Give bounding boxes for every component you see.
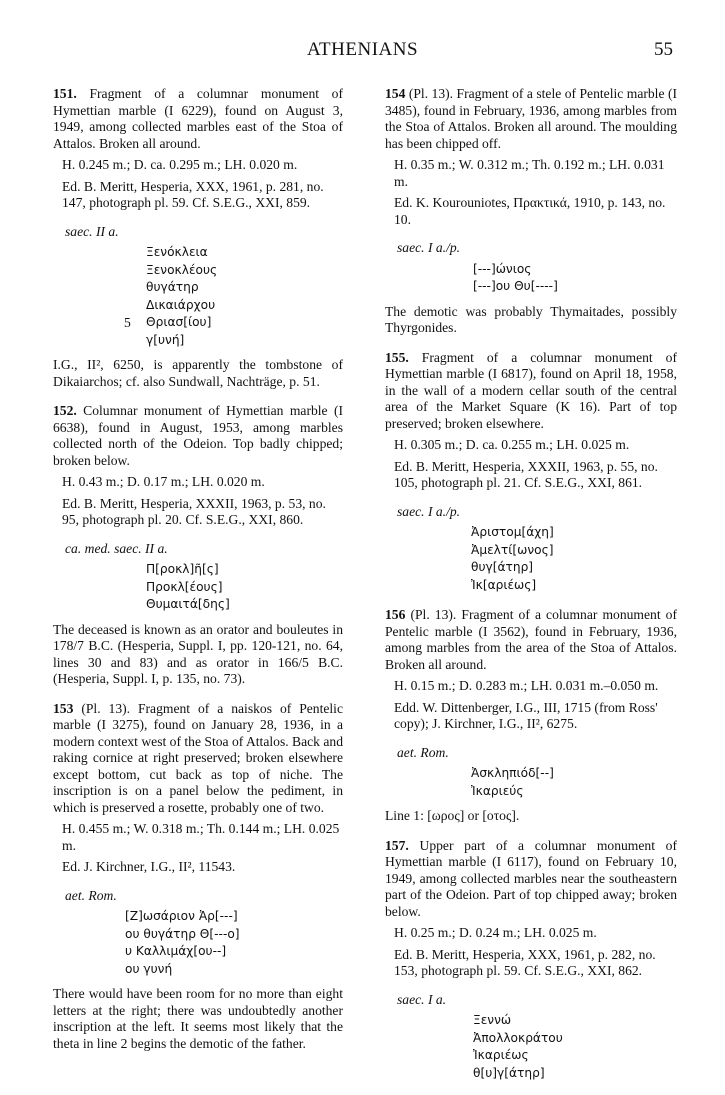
entry-number: 154 xyxy=(385,86,406,101)
line-number: 5 xyxy=(124,315,131,330)
measurements: H. 0.305 m.; D. ca. 0.255 m.; LH. 0.025 m. xyxy=(394,437,630,452)
editions: Ed. B. Meritt, Hesperia, XXXII, 1963, p. 53, no. 95, photograph pl. 20. Cf. S.E.G., XXI, 860. xyxy=(62,495,326,527)
inscription-line: [---]ώνιος xyxy=(473,261,532,276)
measurements: H. 0.245 m.; D. ca. 0.295 m.; LH. 0.020 m. xyxy=(62,157,298,172)
measurements: H. 0.455 m.; W. 0.318 m.; Th. 0.144 m.; LH. 0.025 m. xyxy=(62,821,340,853)
commentary: The demotic was probably Thymaitades, possibly Thyrgonides. xyxy=(385,303,677,335)
left-column xyxy=(53,86,343,1065)
editions: Ed. K. Kourouniotes, Πρακτικά, 1910, p. 143, no. 10. xyxy=(394,195,666,227)
commentary: There would have been room for no more than eight letters at the right; there was undoubtedly another inscription at the left. It seems most likely that the theta in line 2 begins the demotic of the father. xyxy=(53,986,343,1051)
entry-description: 151. Fragment of a columnar monument of Hymettian marble (I 6229), found on August 3, 1949, among collected marbles east of the Stoa of Attalos. Broken all around. xyxy=(53,86,343,151)
page-header xyxy=(0,40,725,66)
entry-number: 152. xyxy=(53,403,77,418)
date: saec. I a. xyxy=(397,991,447,1007)
inscription xyxy=(471,765,677,800)
date: saec. I a./p. xyxy=(397,240,461,255)
inscription-line: [Ζ]ωσάριον Ἀρ[---] xyxy=(125,909,238,923)
inscription-line: Ἀπολλοκράτου xyxy=(473,1030,563,1045)
entry-152 xyxy=(53,403,343,688)
measurements: H. 0.15 m.; D. 0.283 m.; LH. 0.031 m.–0.050 m. xyxy=(394,678,659,693)
entry-151 xyxy=(53,86,343,390)
entry-description: 157. Upper part of a columnar monument of Hymettian marble (I 6117), found on February 10, 1949, among collected marbles near the southeastern part of the Odeion. Part of top chipped away; broken below. xyxy=(385,837,677,919)
editions: Ed. B. Meritt, Hesperia, XXXII, 1963, p. 55, no. 105, photograph pl. 21. Cf. S.E.G., XXI, 861. xyxy=(394,458,658,490)
inscription-line: υ Καλλιμάχ[ου--] xyxy=(125,944,227,958)
inscription-line: Ἰκαριεύς xyxy=(471,783,524,798)
measurements: H. 0.43 m.; D. 0.17 m.; LH. 0.020 m. xyxy=(62,474,265,489)
inscription-line: γ[υνή] xyxy=(146,332,185,347)
inscription-line: Ξενόκλεια xyxy=(146,245,208,259)
editions: Edd. W. Dittenberger, I.G., III, 1715 (from Ross' copy); J. Kirchner, I.G., II², 6275. xyxy=(394,699,658,731)
entry-number: 153 xyxy=(53,700,74,716)
running-title: ATHENIANS xyxy=(306,39,419,60)
inscription-line: Ἀμελτί[ωνος] xyxy=(471,542,554,557)
inscription-line-5: 5 Θριασ[ίου] xyxy=(124,315,212,330)
inscription-line: Π[ροκλ]ῆ[ς] xyxy=(146,562,219,576)
inscription-line: Ξενοκλέους xyxy=(146,262,218,277)
entry-description: 155. Fragment of a columnar monument of Hymettian marble (I 6817), found on April 18, 1958, in the wall of a modern cellar south of the central area of the Market Square (K 16). Part of top preserved; broken elsewhere. xyxy=(385,349,677,431)
inscription-line: Ἰκαριέως xyxy=(473,1048,529,1062)
editions: Ed. B. Meritt, Hesperia, XXX, 1961, p. 281, no. 147, photograph pl. 59. Cf. S.E.G., XXI, 859. xyxy=(62,178,324,210)
inscription-line: θ[υ]γ[άτηρ] xyxy=(473,1065,545,1080)
entry-description: 152. Columnar monument of Hymettian marble (I 6638), found in August, 1953, among marbles collected north of the Odeion. Top badly chipped; broken below. xyxy=(53,403,343,468)
inscription-line: Ἀσκληπιόδ[--] xyxy=(471,766,554,780)
inscription-line: Δικαιάρχου xyxy=(146,297,216,312)
entry-153 xyxy=(53,701,343,1053)
measurements: H. 0.35 m.; W. 0.312 m.; Th. 0.192 m.; LH. 0.031 m. xyxy=(394,157,665,189)
entry-154 xyxy=(385,86,677,337)
entry-number: 155. xyxy=(385,349,409,365)
commentary: I.G., II², 6250, is apparently the tombstone of Dikaiarchos; cf. also Sundwall, Nachträge, p. 51. xyxy=(53,357,343,389)
right-column xyxy=(385,86,677,1095)
commentary: Line 1: [ωρος] or [οτος]. xyxy=(385,808,520,823)
commentary: The deceased is known as an orator and bouleutes in 178/7 B.C. (Hesperia, Suppl. I, pp. 120-121, no. 64, lines 30 and 83) and as orator in 166/5 B.C. (Hesperia, Suppl. I, p. 135, no. 73). xyxy=(53,621,343,686)
entry-156 xyxy=(385,607,677,825)
inscription-line: θυγάτηρ xyxy=(146,280,199,294)
entry-description: 154 (Pl. 13). Fragment of a stele of Pentelic marble (I 3485), found in February, 1936, among marbles from the Stoa of Attalos. Broken all around. The moulding has been chipped off. xyxy=(385,86,677,151)
inscription-line: Ἀριστομ[άχη] xyxy=(471,525,554,539)
inscription xyxy=(473,261,677,296)
entry-number: 156 xyxy=(385,607,406,622)
editions: Ed. B. Meritt, Hesperia, XXX, 1961, p. 282, no. 153, photograph pl. 59. Cf. S.E.G., XXI, 862. xyxy=(394,946,656,978)
page-number: 55 xyxy=(654,39,673,60)
date: aet. Rom. xyxy=(65,887,117,903)
inscription xyxy=(124,244,343,349)
inscription xyxy=(125,908,343,978)
entry-number: 157. xyxy=(385,837,409,853)
measurements: H. 0.25 m.; D. 0.24 m.; LH. 0.025 m. xyxy=(394,925,597,940)
date: saec. I a./p. xyxy=(397,503,461,519)
entry-157 xyxy=(385,838,677,1083)
date: ca. med. saec. II a. xyxy=(65,540,168,556)
inscription xyxy=(471,524,677,594)
inscription-line: Θυμαιτά[δης] xyxy=(146,597,230,611)
inscription-line: ου θυγάτηρ Θ[---ο] xyxy=(125,926,240,941)
inscription-line: θυγ[άτηρ] xyxy=(471,560,534,574)
date: aet. Rom. xyxy=(397,744,449,760)
inscription-line: Προκλ[έους] xyxy=(146,579,223,594)
inscription-line: [---]ου Θυ[----] xyxy=(473,279,558,293)
entry-description: 153 (Pl. 13). Fragment of a naiskos of Pentelic marble (I 3275), found on January 28, 1936, in a modern context west of the Stoa of Attalos. Back and raking cornice at right preserved; broken elsewhere except bottom, cut back as top of niche. The inscription is on a panel below the pediment, in which is preserved a rosette, probably one of two. xyxy=(53,700,343,815)
date: saec. II a. xyxy=(65,223,119,239)
inscription xyxy=(473,1012,677,1082)
entry-number: 151. xyxy=(53,86,77,101)
inscription-line: Ἰκ[αριέως] xyxy=(471,577,537,592)
inscription-line: Ξεννώ xyxy=(473,1013,512,1027)
entry-155 xyxy=(385,350,677,595)
entry-description: 156 (Pl. 13). Fragment of a columnar monument of Pentelic marble (I 3562), found in February, 1936, among marbles from the area of the Stoa of Attalos. Broken all around. xyxy=(385,607,677,672)
inscription xyxy=(146,561,343,614)
editions: Ed. J. Kirchner, I.G., II², 11543. xyxy=(62,859,236,874)
inscription-line: ου γυνή xyxy=(125,961,173,976)
